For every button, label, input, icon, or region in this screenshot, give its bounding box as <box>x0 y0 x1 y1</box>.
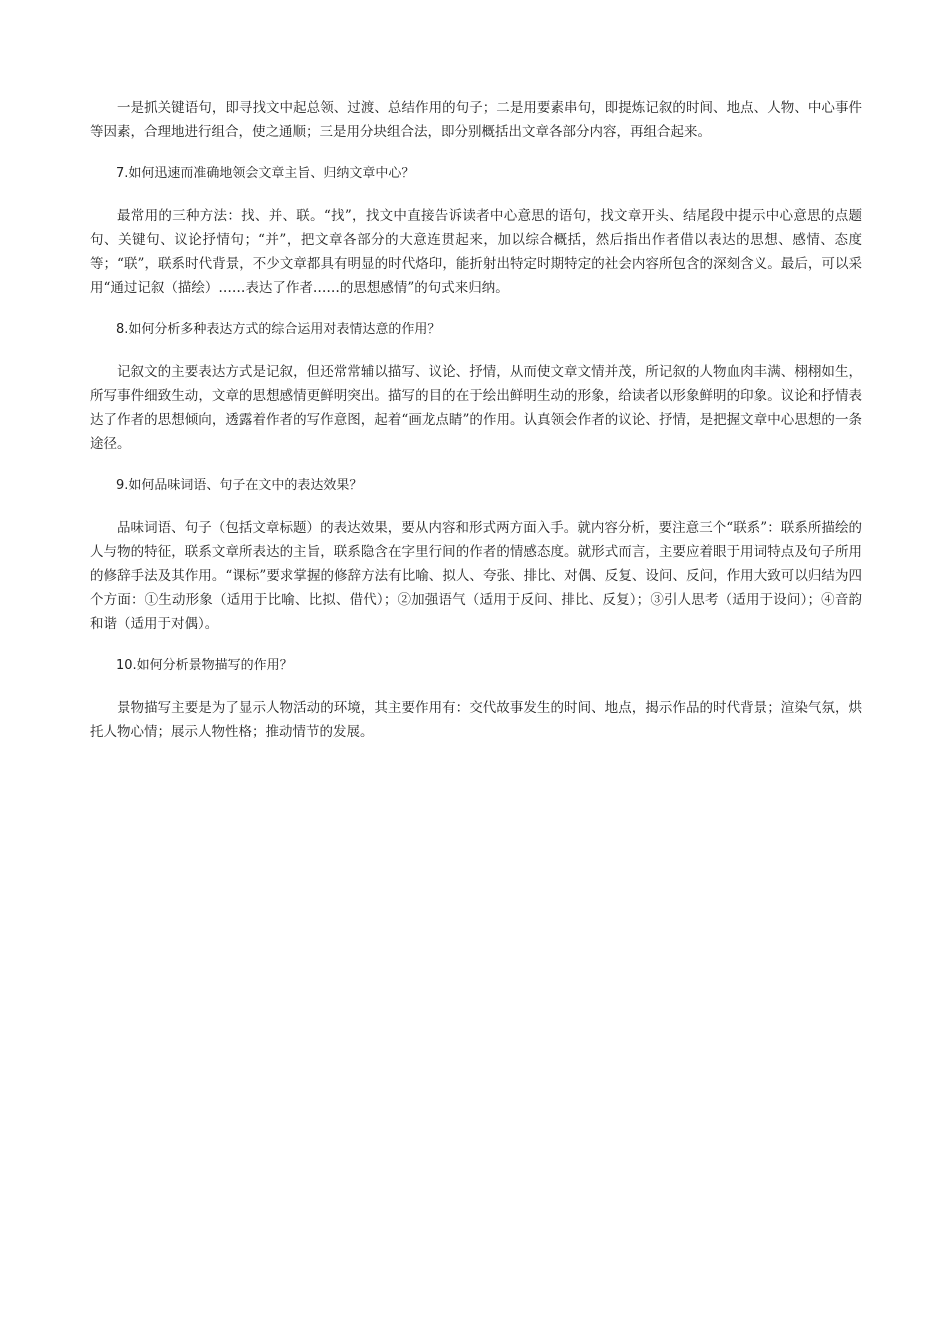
question-8-heading: 8.如何分析多种表达方式的综合运用对表情达意的作用？ <box>116 322 441 337</box>
paragraph-expression-modes: 记叙文的主要表达方式是记叙，但还常常辅以描写、议论、抒情，从而使文章文情并茂，所记叙的人物血肉丰满、栩栩如生，所写事件细致生动，文章的思想感情更鲜明突出。描写的目的在于绘出鲜明生动的形象，给读者以形象鲜明的印象。议论和抒情表达了作者的思想倾向，透露着作者的写作意图，起着“画龙点睛”的作用。认真领会作者的议论、抒情，是把握文章中心思想的一条途径。 <box>90 364 862 452</box>
question-10-heading: 10.如何分析景物描写的作用？ <box>116 658 293 673</box>
paragraph-word-effects: 品味词语、句子（包括文章标题）的表达效果，要从内容和形式两方面入手。就内容分析，要注意三个“联系”：联系所描绘的人与物的特征，联系文章所表达的主旨，联系隐含在字里行间的作者的情感态度。就形式而言，主要应着眼于用词特点及句子所用的修辞手法及其作用。“课标”要求掌握的修辞方法有比喻、拟人、夸张、排比、对偶、反复、设问、反问，作用大致可以归结为四个方面：①生动形象（适用于比喻、比拟、借代）；②加强语气（适用于反问、排比、反复）；③引人思考（适用于设问）；④音韵和谐（适用于对偶）。 <box>90 520 862 632</box>
paragraph-key-sentences: 一是抓关键语句，即寻找文中起总领、过渡、总结作用的句子；二是用要素串句，即提炼记叙的时间、地点、人物、中心事件等因素，合理地进行组合，使之通顺；三是用分块组合法，即分别概括出文章各部分内容，再组合起来。 <box>90 100 862 140</box>
question-7-heading: 7.如何迅速而准确地领会文章主旨、归纳文章中心？ <box>116 166 415 181</box>
document-page <box>90 96 862 762</box>
question-9-heading: 9.如何品味词语、句子在文中的表达效果？ <box>116 478 363 493</box>
paragraph-scenery-description: 景物描写主要是为了显示人物活动的环境，其主要作用有：交代故事发生的时间、地点，揭示作品的时代背景；渲染气氛，烘托人物心情；展示人物性格；推动情节的发展。 <box>90 700 862 740</box>
paragraph-main-idea-methods: 最常用的三种方法：找、并、联。“找”，找文中直接告诉读者中心意思的语句，找文章开头、结尾段中提示中心意思的点题句、关键句、议论抒情句；“并”，把文章各部分的大意连贯起来，加以综合概括，然后指出作者借以表达的思想、感情、态度等；“联”，联系时代背景，不少文章都具有明显的时代烙印，能折射出特定时期特定的社会内容所包含的深刻含义。最后，可以采用“通过记叙（描绘）……表达了作者……的思想感情”的句式来归纳。 <box>90 208 862 296</box>
